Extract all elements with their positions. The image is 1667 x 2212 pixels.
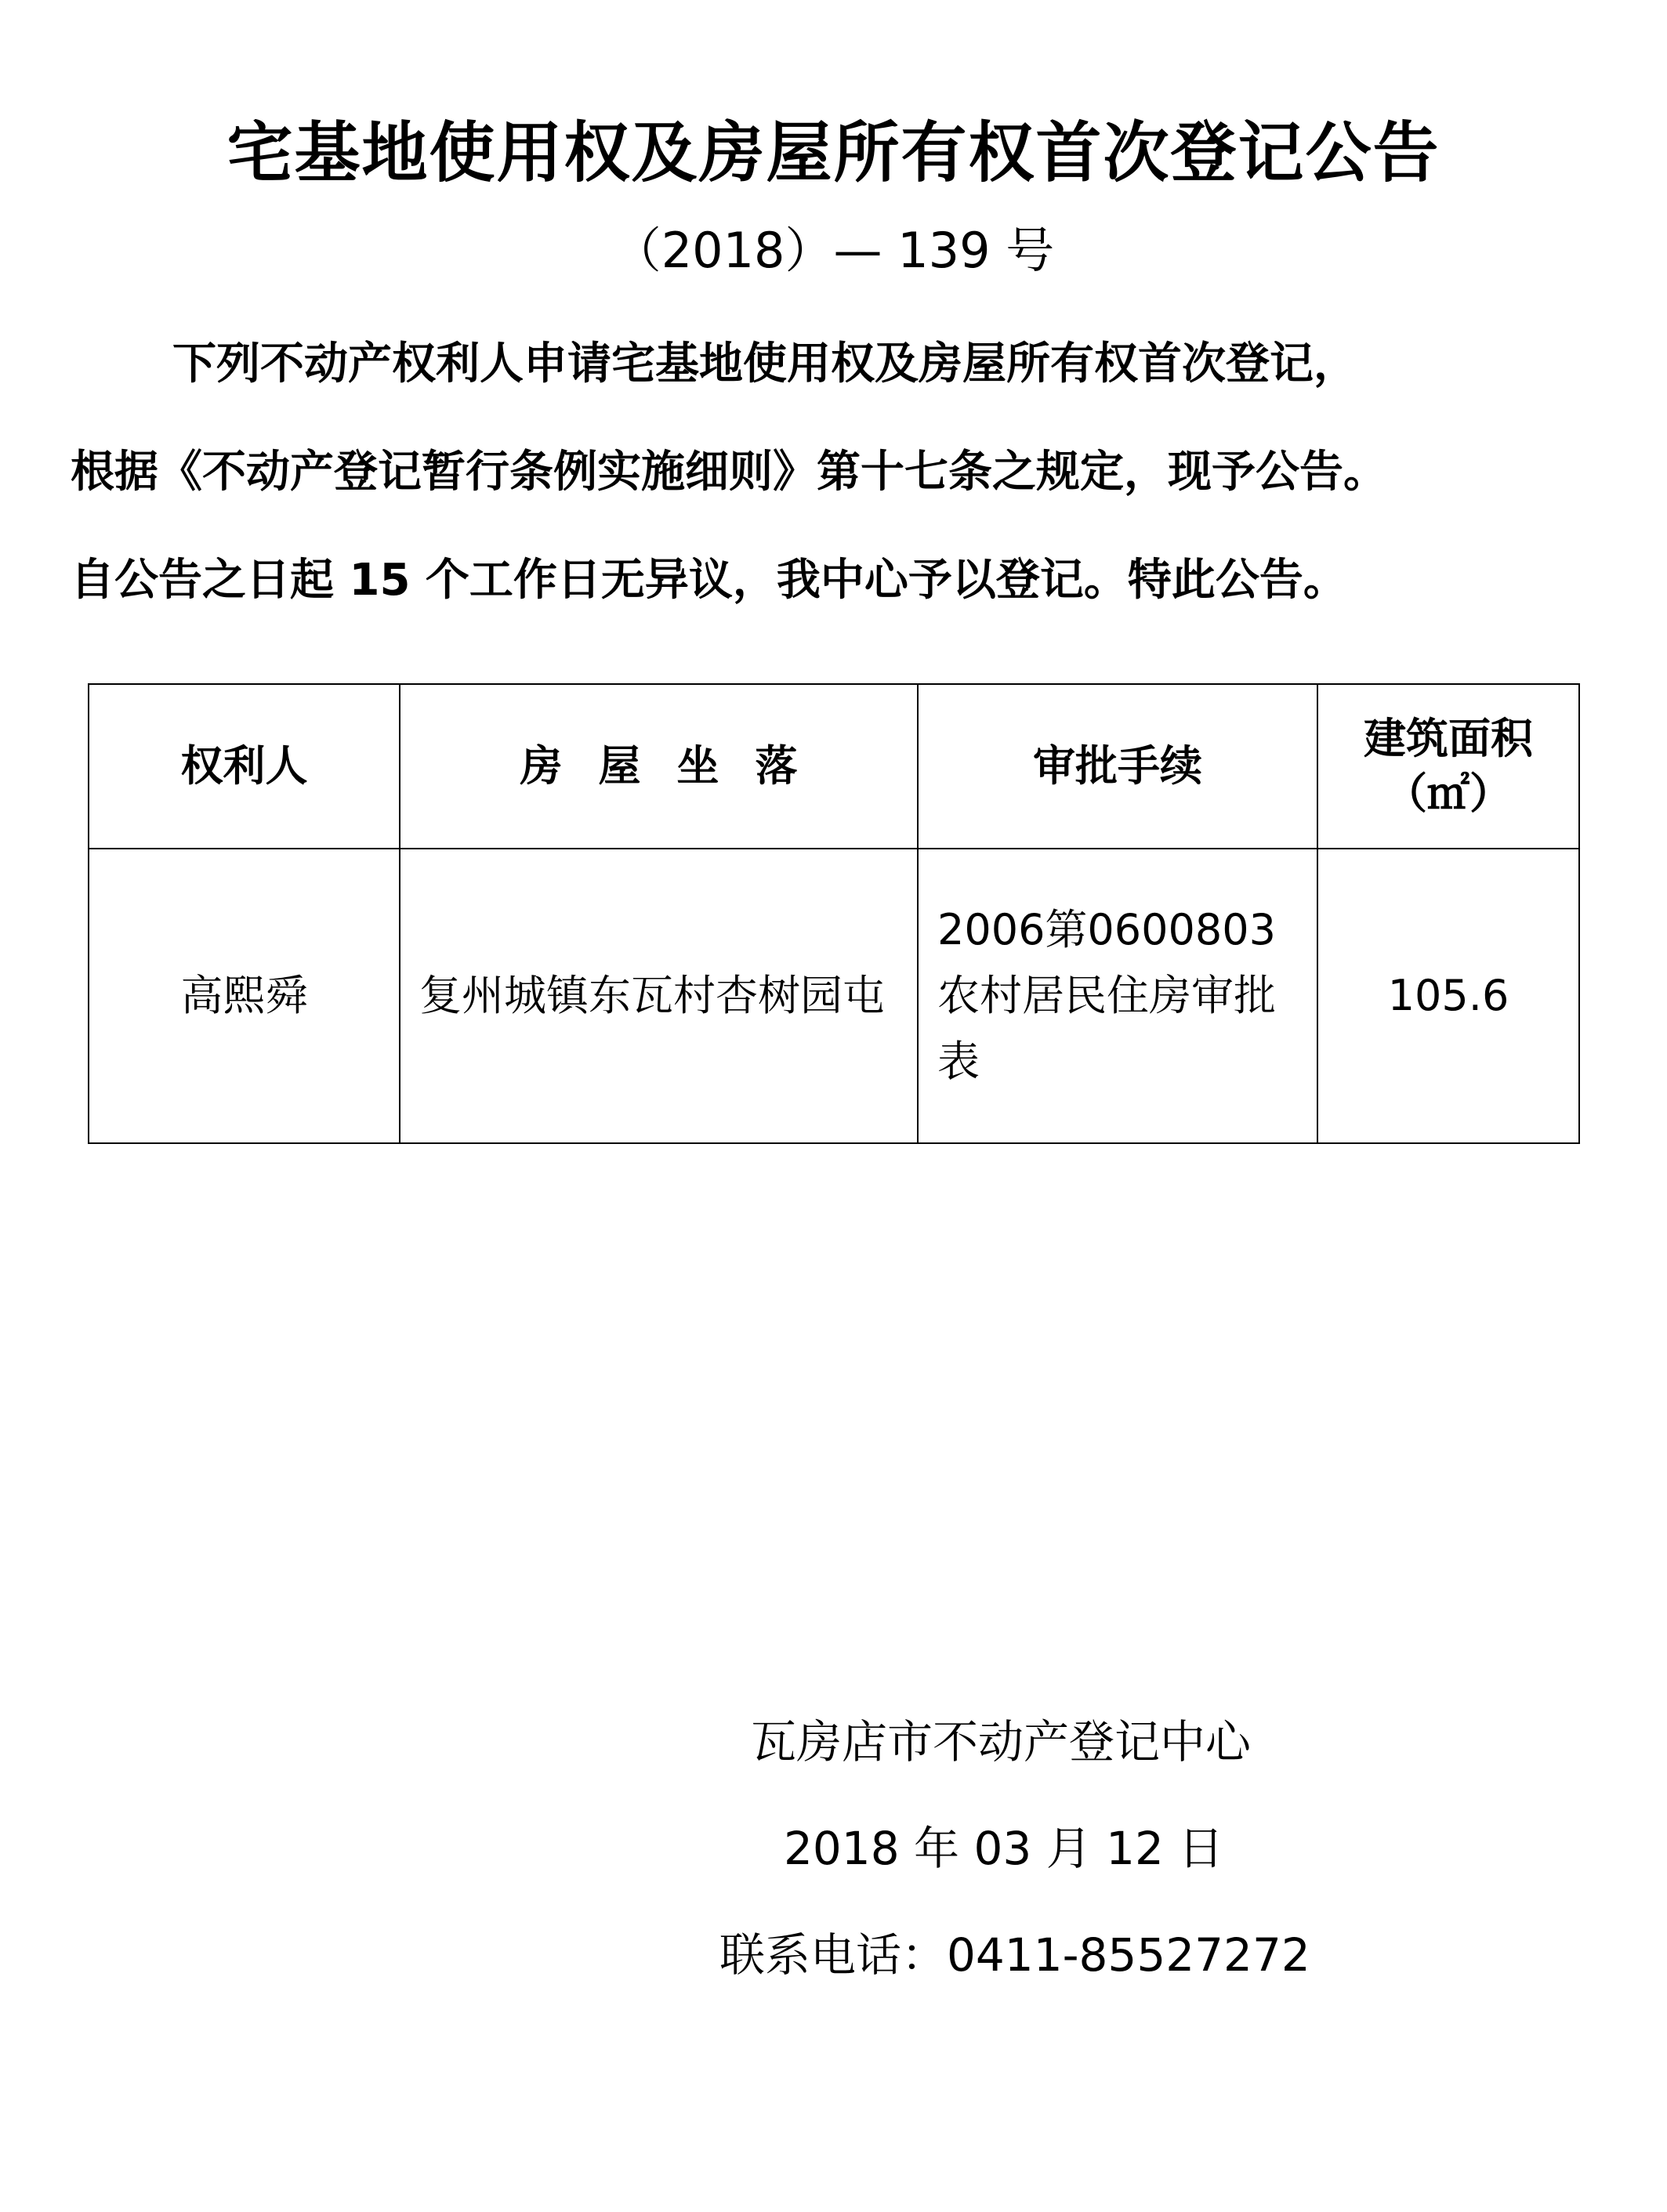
header-owner-label: 权利人 xyxy=(180,740,308,791)
paragraph-line-3: 自公告之日起 15 个工作日无异议，我中心予以登记。特此公告。 xyxy=(71,555,1347,606)
issuing-organization: 瓦房店市不动产登记中心 xyxy=(751,1715,1252,1769)
header-area-unit: （㎡） xyxy=(1385,769,1512,818)
paragraph-line-2: 根据《不动产登记暂行条例实施细则》第十七条之规定，现予公告。 xyxy=(71,447,1387,498)
header-owner xyxy=(89,684,400,849)
header-approval-label: 审批手续 xyxy=(1033,740,1202,791)
cell-approval: 2006第0600803农村居民住房审批表 xyxy=(918,849,1317,1143)
header-area-label: 建筑面积 xyxy=(1364,713,1533,763)
cell-location: 复州城镇东瓦村杏树园屯 xyxy=(400,849,918,1143)
document-number: （2018）— 139 号 xyxy=(612,222,1055,279)
header-area xyxy=(1317,684,1579,849)
contact-phone: 联系电话：0411-85527272 xyxy=(719,1928,1310,1982)
paragraph-line-1: 下列不动产权利人申请宅基地使用权及房屋所有权首次登记， xyxy=(172,338,1357,389)
notice-title: 宅基地使用权及房屋所有权首次登记公告 xyxy=(226,114,1441,191)
header-approval xyxy=(918,684,1317,849)
cell-area: 105.6 xyxy=(1317,849,1579,1143)
table-header-row xyxy=(89,684,1579,849)
cell-owner: 高熙舜 xyxy=(89,849,400,1143)
header-location-label: 房屋坐落 xyxy=(520,740,834,791)
table-row xyxy=(89,849,1579,1143)
header-location xyxy=(400,684,918,849)
issue-date: 2018 年 03 月 12 日 xyxy=(784,1822,1224,1875)
registration-table xyxy=(88,683,1580,1144)
